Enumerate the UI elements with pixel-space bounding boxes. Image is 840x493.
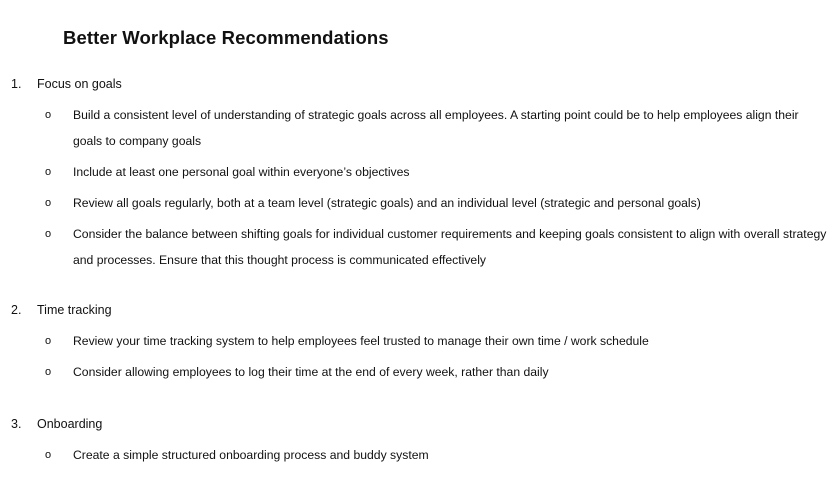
section-heading	[0, 71, 840, 97]
section-heading	[0, 297, 840, 323]
list-item-text: Consider allowing employees to log their time at the end of every week, rather than daily	[73, 365, 549, 379]
list-item	[0, 221, 840, 273]
section-label: Time tracking	[37, 303, 112, 317]
bullet-marker: o	[45, 109, 52, 121]
bullet-marker: o	[45, 366, 52, 378]
bullet-marker: o	[45, 166, 52, 178]
section-number: 2.	[11, 303, 22, 317]
bullet-marker: o	[45, 228, 52, 240]
list-item	[0, 359, 840, 385]
section-time-tracking	[0, 297, 840, 385]
list-item-text: Review your time tracking system to help employees feel trusted to manage their own time / work schedule	[73, 334, 649, 348]
bullet-list	[0, 102, 840, 273]
section-focus-on-goals	[0, 71, 840, 273]
page-title: Better Workplace Recommendations	[63, 27, 389, 48]
list-item-text: Create a simple structured onboarding process and buddy system	[73, 448, 429, 462]
bullet-marker: o	[45, 449, 52, 461]
section-heading	[0, 411, 840, 437]
section-number: 3.	[11, 417, 22, 431]
list-item-text: Build a consistent level of understanding of strategic goals across all employees. A starting point could be to help employees align their goals to company goals	[73, 108, 799, 148]
section-onboarding	[0, 411, 840, 468]
list-item-text: Review all goals regularly, both at a team level (strategic goals) and an individual level (strategic and personal goals)	[73, 196, 701, 210]
section-number: 1.	[11, 77, 22, 91]
bullet-marker: o	[45, 335, 52, 347]
list-item	[0, 190, 840, 216]
bullet-list	[0, 328, 840, 385]
list-item-text: Include at least one personal goal within everyone’s objectives	[73, 165, 410, 179]
list-item	[0, 102, 840, 154]
section-label: Focus on goals	[37, 77, 122, 91]
list-item	[0, 159, 840, 185]
list-item	[0, 328, 840, 354]
list-item	[0, 442, 840, 468]
list-item-text: Consider the balance between shifting goals for individual customer requirements and keeping goals consistent to align with overall strategy and processes. Ensure that this thought process is communicated effectively	[73, 227, 827, 267]
bullet-marker: o	[45, 197, 52, 209]
section-label: Onboarding	[37, 417, 103, 431]
bullet-list	[0, 442, 840, 468]
